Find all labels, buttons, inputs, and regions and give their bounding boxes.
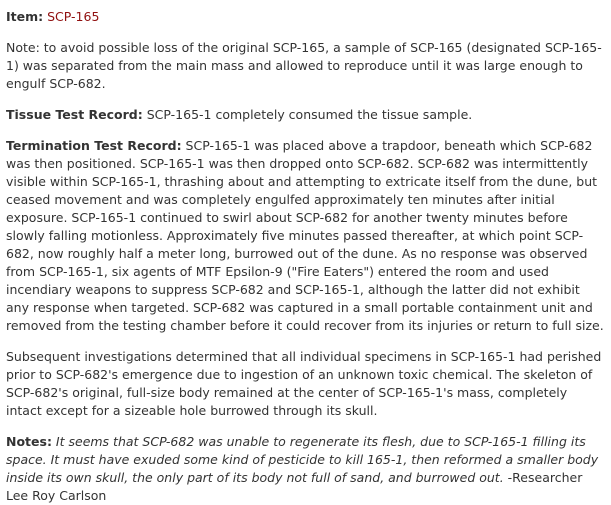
item-line [6, 8, 605, 26]
item-label: Item: [6, 9, 44, 24]
notes-label: Notes: [6, 434, 52, 449]
termination-test-label: Termination Test Record: [6, 138, 182, 153]
tissue-test-label: Tissue Test Record: [6, 107, 143, 122]
note-paragraph: Note: to avoid possible loss of the original SCP-165, a sample of SCP-165 (designated SCP-165-1) was separated from the main mass and allowed to reproduce until it was large enough to engulf SCP-682. [6, 40, 602, 91]
notes-signature: -Researcher Lee Roy Carlson [6, 470, 583, 503]
notes-paragraph [6, 433, 605, 505]
notes-italic-text: It seems that SCP-682 was unable to regenerate its flesh, due to SCP-165-1 filling its space. It must have exuded some kind of pesticide to kill 165-1, then reformed a smaller body inside its own skull, the only part of its body not full of sand, and burrowed out. [6, 434, 599, 485]
subsequent-investigation-paragraph: Subsequent investigations determined that all individual specimens in SCP-165-1 had perished prior to SCP-682's emergence due to ingestion of an unknown toxic chemical. The skeleton of SCP-682's original, full-size body remained at the center of SCP-165-1's mass, completely intact except for a sizeable hole burrowed through its skull. [6, 349, 602, 418]
tissue-test-paragraph [6, 106, 605, 124]
termination-test-text: SCP-165-1 was placed above a trapdoor, beneath which SCP-682 was then positioned. SCP-165-1 was then dropped onto SCP-682. SCP-682 was intermittently visible within SCP-165-1, thrashing about and attempting to extricate itself from the dune, but ceased movement and was completely engulfed approximately ten minutes after initial exposure. SCP-165-1 continued to swirl about SCP-682 for another twenty minutes before slowly falling motionless. Approximately five minutes passed thereafter, at which point SCP-682, now roughly half a meter long, burrowed out of the dune. As no response was observed from SCP-165-1, six agents of MTF Epsilon-9 ("Fire Eaters") entered the room and used incendiary weapons to suppress SCP-682 and SCP-165-1, although the latter did not exhibit any response when targeted. SCP-682 was captured in a small portable containment unit and removed from the testing chamber before it could recover from its injuries or return to full size. [6, 138, 604, 333]
termination-test-paragraph [6, 137, 605, 335]
tissue-test-text: SCP-165-1 completely consumed the tissue sample. [142, 107, 473, 122]
scp-165-link[interactable]: SCP-165 [47, 9, 100, 24]
